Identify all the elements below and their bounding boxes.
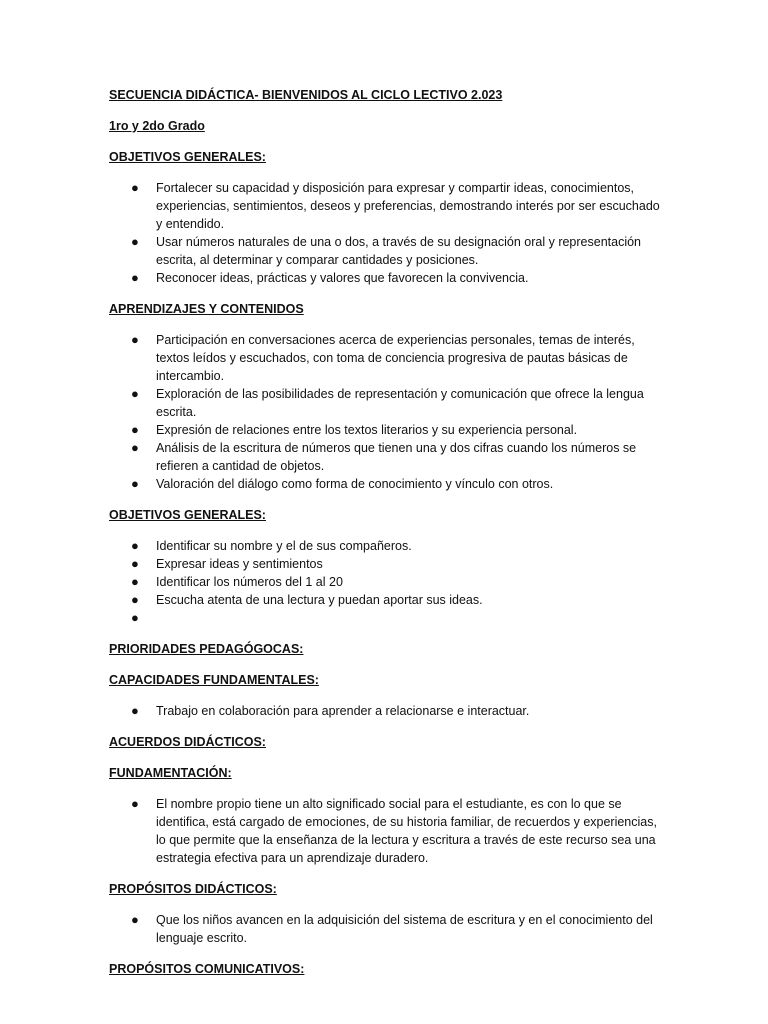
- document-title: SECUENCIA DIDÁCTICA- BIENVENIDOS AL CICLO LECTIVO 2.023: [109, 88, 503, 102]
- section-heading-objetivos-generales: OBJETIVOS GENERALES:: [109, 150, 266, 164]
- capacidades-list: [109, 702, 669, 720]
- section-heading-fundamentacion: FUNDAMENTACIÓN:: [109, 766, 232, 780]
- section-heading-propositos-didacticos: PROPÓSITOS DIDÁCTICOS:: [109, 882, 277, 896]
- bullet-icon: ●: [131, 476, 139, 491]
- list-item: ● Fortalecer su capacidad y disposición para expresar y compartir ideas, conocimientos, experiencias, sentimientos, deseos y preferencias, demostrando interés por ser escuchado y entendido.: [131, 180, 660, 231]
- propositos-didacticos-list: [109, 911, 669, 947]
- section-heading-acuerdos: ACUERDOS DIDÁCTICOS:: [109, 735, 266, 749]
- bullet-icon: ●: [131, 556, 139, 571]
- bullet-icon: ●: [131, 574, 139, 589]
- list-item: ● Participación en conversaciones acerca de experiencias personales, temas de interés, textos leídos y escuchados, con toma de conciencia progresiva de pautas básicas de intercambio.: [131, 332, 635, 383]
- list-item: ● El nombre propio tiene un alto significado social para el estudiante, es con lo que se identifica, está cargado de emociones, de su historia familiar, de recuerdos y experiencias, lo que permite que la enseñanza de la lectura y escritura a través de este recurso sea una estrategia efectiva para un aprendizaje duradero.: [131, 796, 657, 865]
- list-item: ● Análisis de la escritura de números que tienen una y dos cifras cuando los números se refieren a cantidad de objetos.: [131, 440, 637, 473]
- grade-label: 1ro y 2do Grado: [109, 119, 205, 133]
- document-page: [109, 86, 669, 991]
- list-item: ● Reconocer ideas, prácticas y valores que favorecen la convivencia.: [131, 270, 529, 285]
- section-heading-objetivos-generales-2: OBJETIVOS GENERALES:: [109, 508, 266, 522]
- aprendizajes-list: [109, 331, 669, 493]
- list-item: ● Trabajo en colaboración para aprender a relacionarse e interactuar.: [131, 703, 530, 718]
- list-item: ● Escucha atenta de una lectura y puedan aportar sus ideas.: [131, 592, 483, 607]
- bullet-icon: ●: [131, 180, 139, 195]
- bullet-icon: ●: [131, 538, 139, 553]
- bullet-icon: ●: [131, 610, 139, 625]
- list-item: ● Expresar ideas y sentimientos: [131, 556, 323, 571]
- bullet-icon: ●: [131, 332, 139, 347]
- bullet-icon: ●: [131, 703, 139, 718]
- objetivos-generales-list: [109, 179, 669, 287]
- bullet-icon: ●: [131, 796, 139, 811]
- bullet-icon: ●: [131, 386, 139, 401]
- bullet-icon: ●: [131, 422, 139, 437]
- list-item: [109, 609, 669, 627]
- list-item: ● Identificar los números del 1 al 20: [131, 574, 343, 589]
- bullet-icon: ●: [131, 440, 139, 455]
- bullet-icon: ●: [131, 592, 139, 607]
- fundamentacion-list: [109, 795, 669, 867]
- bullet-icon: ●: [131, 912, 139, 927]
- list-item: ● Identificar su nombre y el de sus compañeros.: [131, 538, 412, 553]
- list-item: ● Valoración del diálogo como forma de conocimiento y vínculo con otros.: [131, 476, 554, 491]
- list-item: ● Expresión de relaciones entre los textos literarios y su experiencia personal.: [131, 422, 578, 437]
- bullet-icon: ●: [131, 234, 139, 249]
- list-item: ● Exploración de las posibilidades de representación y comunicación que ofrece la lengua escrita.: [131, 386, 644, 419]
- bullet-icon: ●: [131, 270, 139, 285]
- list-item: ● Que los niños avancen en la adquisición del sistema de escritura y en el conocimiento del lenguaje escrito.: [131, 912, 653, 945]
- section-heading-prioridades: PRIORIDADES PEDAGÓGOCAS:: [109, 642, 304, 656]
- section-heading-aprendizajes: APRENDIZAJES Y CONTENIDOS: [109, 302, 304, 316]
- list-item: ● Usar números naturales de una o dos, a través de su designación oral y representación escrita, al determinar y comparar cantidades y posiciones.: [131, 234, 642, 267]
- objetivos-generales-2-list: [109, 537, 669, 627]
- section-heading-capacidades: CAPACIDADES FUNDAMENTALES:: [109, 673, 319, 687]
- section-heading-propositos-comunicativos: PROPÓSITOS COMUNICATIVOS:: [109, 962, 305, 976]
